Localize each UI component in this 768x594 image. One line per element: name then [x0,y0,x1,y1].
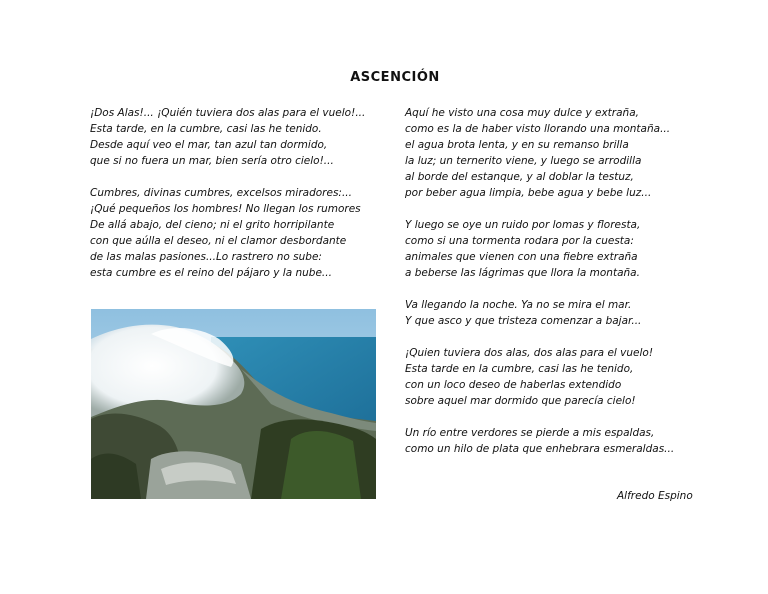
poem-line: como si una tormenta rodara por la cuesta: [405,235,634,247]
poem-stanza [405,105,705,201]
poem-line: con un loco deseo de haberlas extendido [405,379,622,391]
poem-line: de las malas pasiones...Lo rastrero no sube: [90,251,322,263]
poem-line: como es la de haber visto llorando una montaña... [405,123,671,135]
poem-line: Aquí he visto una cosa muy dulce y extraña, [405,107,639,119]
poem-line: esta cumbre es el reino del pájaro y la nube... [90,267,332,279]
poem-line: Un río entre verdores se pierde a mis espaldas, [405,427,655,439]
poem-line: Desde aquí veo el mar, tan azul tan dormido, [90,139,328,151]
poem-title: ASCENCIÓN [350,70,440,85]
poem-line: Va llegando la noche. Ya no se mira el mar. [405,299,632,311]
poem-line: Esta tarde en la cumbre, casi las he tenido, [405,363,634,375]
poem-line: ¡Quien tuviera dos alas, dos alas para el vuelo! [405,347,654,359]
poem-stanza [405,217,705,281]
poem-line: ¡Dos Alas!... ¡Quién tuviera dos alas para el vuelo!... [90,107,366,119]
poem-line: que si no fuera un mar, bien sería otro cielo!... [90,155,334,167]
poem-stanza [90,185,380,281]
poem-line: Y que asco y que tristeza comenzar a bajar... [405,315,642,327]
mountain-photo [91,309,376,499]
poem-line: Esta tarde, en la cumbre, casi las he tenido. [90,123,322,135]
poem-stanza [90,105,380,169]
poem-line: a beberse las lágrimas que llora la montaña. [405,267,640,279]
poem-line: ¡Qué pequeños los hombres! No llegan los rumores [90,203,361,215]
poem-stanza [405,425,705,457]
poem-line: al borde del estanque, y al doblar la testuz, [405,171,634,183]
poem-stanza [405,345,705,409]
poem-line: como un hilo de plata que enhebrara esmeraldas... [405,443,675,455]
poem-line: el agua brota lenta, y en su remanso brilla [405,139,629,151]
poem-line: De allá abajo, del cieno; ni el grito horripilante [90,219,335,231]
poem-line: Cumbres, divinas cumbres, excelsos miradores:... [90,187,352,199]
poem-author: Alfredo Espino [617,490,693,502]
mountain-sea-clouds-icon [91,309,376,499]
poem-line: por beber agua limpia, bebe agua y bebe luz... [405,187,652,199]
poem-line: animales que vienen con una fiebre extraña [405,251,638,263]
poem-right-column [405,105,705,473]
poem-line: Y luego se oye un ruido por lomas y floresta, [405,219,641,231]
poem-stanza [405,297,705,329]
poem-line: sobre aquel mar dormido que parecía cielo! [405,395,636,407]
poem-line: con que aúlla el deseo, ni el clamor desbordante [90,235,347,247]
poem-left-column [90,105,380,297]
poem-line: la luz; un ternerito viene, y luego se arrodilla [405,155,642,167]
